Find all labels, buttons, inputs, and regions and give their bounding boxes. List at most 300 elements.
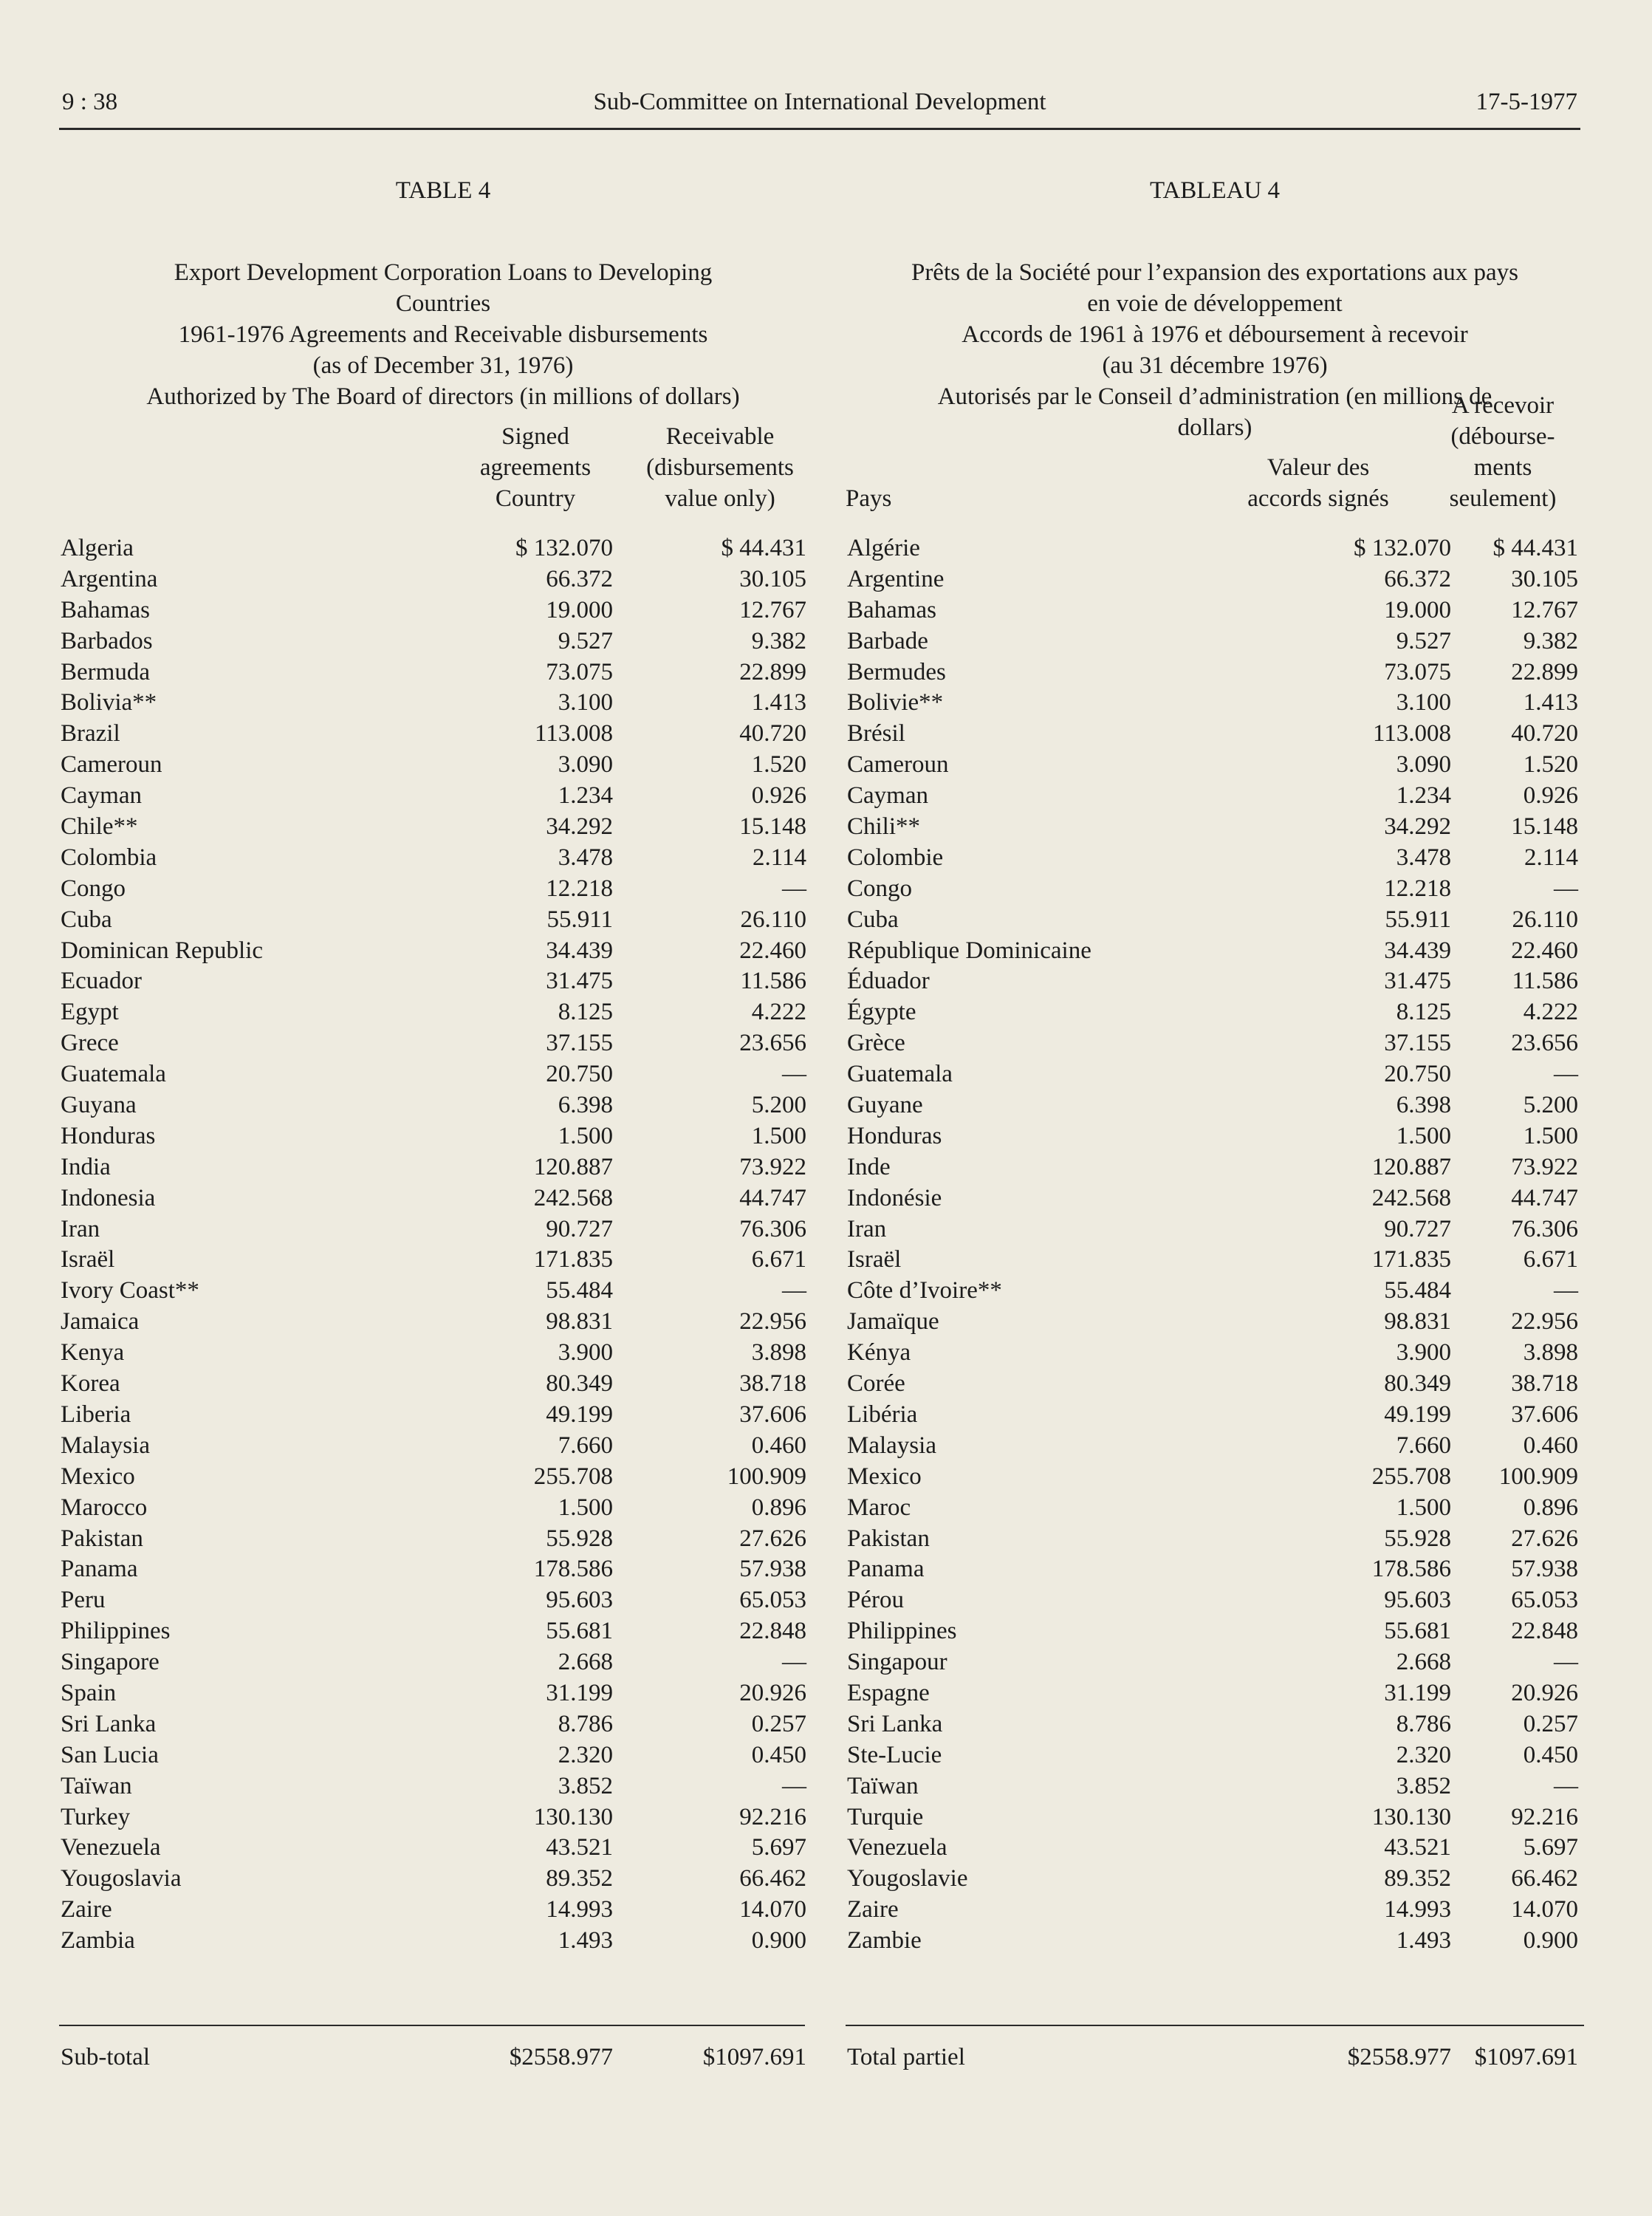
signed-cell: 12.218	[1384, 875, 1451, 902]
title-line: 1961-1976 Agreements and Receivable disbursements	[178, 321, 708, 348]
receivable-cell: 9.382	[1523, 627, 1578, 654]
country-cell: Brésil	[847, 720, 905, 748]
signed-cell: 34.292	[546, 813, 613, 841]
subtotal-row	[59, 2041, 827, 2073]
country-cell: Turquie	[847, 1803, 924, 1830]
signed-cell: 90.727	[1384, 1215, 1451, 1242]
signed-cell: 98.831	[546, 1308, 613, 1336]
receivable-cell: —	[1554, 1649, 1578, 1676]
country-cell: Iran	[847, 1215, 887, 1242]
table-row	[846, 1431, 1584, 1462]
table-row	[59, 1554, 827, 1585]
receivable-cell: 9.382	[751, 627, 806, 654]
receivable-cell: 57.938	[739, 1556, 806, 1583]
receivable-cell: 0.257	[751, 1710, 806, 1737]
receivable-cell: 38.718	[739, 1370, 806, 1398]
title-line: (au 31 décembre 1976)	[1102, 352, 1328, 379]
receivable-cell: 20.926	[739, 1679, 806, 1706]
table-row	[846, 1121, 1584, 1152]
table-row	[59, 1214, 827, 1245]
column-headers	[59, 421, 827, 533]
receivable-cell: 0.926	[1523, 782, 1578, 810]
receivable-cell: 4.222	[1523, 999, 1578, 1026]
signed-cell: 6.398	[1396, 1092, 1451, 1119]
signed-cell: 1.500	[1396, 1122, 1451, 1149]
country-cell: Guyana	[61, 1092, 137, 1119]
receivable-cell: 3.898	[751, 1339, 806, 1367]
signed-cell: 19.000	[546, 596, 613, 623]
table-row	[846, 843, 1584, 874]
receivable-cell: 0.926	[751, 782, 806, 810]
table-row	[59, 719, 827, 750]
signed-cell: 89.352	[546, 1865, 613, 1892]
country-cell: Mexico	[847, 1463, 922, 1490]
table-row	[59, 1090, 827, 1121]
table-label: TABLEAU 4	[1149, 177, 1281, 204]
subtotal-receivable: $1097.691	[1474, 2044, 1578, 2070]
signed-cell: $ 132.070	[515, 535, 613, 561]
table-row	[59, 1183, 827, 1214]
table-row	[846, 1338, 1584, 1369]
signed-cell: 37.155	[1384, 1030, 1451, 1057]
receivable-cell: 27.626	[1511, 1525, 1578, 1552]
signed-cell: 90.727	[546, 1215, 613, 1242]
country-cell: Cuba	[61, 906, 112, 933]
signed-cell: 43.521	[546, 1834, 613, 1861]
country-cell: Zambia	[61, 1927, 135, 1955]
receivable-header	[617, 421, 823, 514]
receivable-cell: 0.900	[751, 1927, 806, 1955]
signed-cell: 120.887	[1371, 1153, 1451, 1180]
receivable-cell: 22.899	[739, 658, 806, 685]
receivable-cell: 11.586	[1512, 968, 1578, 995]
table-row	[59, 595, 827, 626]
header-line: value only)	[665, 485, 775, 512]
french-table	[846, 177, 1584, 1957]
table-row	[59, 1276, 827, 1307]
receivable-cell: 22.460	[1511, 937, 1578, 964]
country-cell: Panama	[61, 1556, 138, 1583]
country-cell: Bahamas	[61, 596, 150, 623]
country-cell: République Dominicaine	[847, 937, 1091, 964]
signed-cell: 3.852	[1396, 1772, 1451, 1799]
signed-cell: 19.000	[1384, 596, 1451, 623]
country-cell: Yougoslavie	[847, 1865, 968, 1892]
table-row	[846, 1307, 1584, 1338]
receivable-cell: 0.900	[1523, 1927, 1578, 1955]
header-line: Valeur des	[1267, 454, 1370, 481]
signed-cell: 1.500	[558, 1122, 613, 1149]
table-row	[59, 1431, 827, 1462]
receivable-cell: 76.306	[1511, 1215, 1578, 1242]
country-cell: Bermuda	[61, 658, 150, 685]
table-row	[846, 1926, 1584, 1957]
receivable-cell: $ 44.431	[721, 535, 806, 561]
country-cell: Ste-Lucie	[847, 1741, 942, 1768]
country-cell: Zaire	[847, 1896, 899, 1923]
country-cell: Singapour	[847, 1649, 947, 1676]
receivable-cell: —	[1554, 1061, 1578, 1088]
country-cell: Jamaïque	[847, 1308, 939, 1336]
title-line: (as of December 31, 1976)	[312, 352, 574, 379]
subtotal-label: Sub-total	[61, 2044, 150, 2070]
title-line: en voie de développement	[1087, 290, 1343, 317]
signed-cell: 55.928	[1384, 1525, 1451, 1552]
receivable-cell: 1.520	[1523, 751, 1578, 779]
table-row	[59, 1647, 827, 1678]
table-row	[846, 595, 1584, 626]
table-row	[59, 1245, 827, 1276]
country-cell: India	[61, 1153, 111, 1180]
running-title: Sub-Committee on International Development	[593, 89, 1046, 115]
country-cell: Dominican Republic	[61, 937, 264, 964]
signed-cell: 49.199	[546, 1401, 613, 1428]
title-line: Countries	[395, 290, 491, 317]
receivable-header	[1414, 390, 1591, 514]
signed-cell: 255.708	[1371, 1463, 1451, 1490]
receivable-cell: 0.896	[1523, 1494, 1578, 1521]
english-table	[59, 177, 827, 1957]
table-row	[846, 1802, 1584, 1833]
signed-cell: 8.786	[558, 1710, 613, 1737]
table-row	[846, 1090, 1584, 1121]
table-row	[59, 688, 827, 719]
table-row	[846, 1276, 1584, 1307]
table-row	[59, 1864, 827, 1895]
signed-cell: 242.568	[1371, 1184, 1451, 1211]
table-row	[59, 905, 827, 936]
receivable-cell: —	[1554, 1277, 1578, 1304]
signed-cell: 8.125	[558, 999, 613, 1026]
country-cell: Inde	[847, 1153, 891, 1180]
receivable-cell: 2.114	[752, 844, 806, 871]
signed-cell: 12.218	[546, 875, 613, 902]
table-row	[846, 874, 1584, 905]
title-line: Export Development Corporation Loans to Developing	[174, 259, 713, 286]
country-cell: Barbados	[61, 627, 153, 654]
table-row	[59, 750, 827, 781]
receivable-cell: 2.114	[1524, 844, 1578, 871]
table-row	[59, 1802, 827, 1833]
signed-cell: 98.831	[1384, 1308, 1451, 1336]
receivable-cell: 6.671	[751, 1246, 806, 1273]
receivable-cell: 73.922	[1511, 1153, 1578, 1180]
table-row	[59, 966, 827, 997]
signed-cell: 73.075	[1384, 658, 1451, 685]
table-row	[846, 1493, 1584, 1524]
country-cell: Barbade	[847, 627, 928, 654]
signed-cell: 34.439	[1384, 937, 1451, 964]
table-row	[846, 1059, 1584, 1090]
receivable-cell: 76.306	[739, 1215, 806, 1242]
signed-cell: 43.521	[1384, 1834, 1451, 1861]
title-line: Accords de 1961 à 1976 et déboursement à recevoir	[962, 321, 1468, 348]
table-row	[59, 1152, 827, 1183]
table-row	[846, 1369, 1584, 1400]
country-cell: Ecuador	[61, 968, 142, 995]
receivable-cell: 22.460	[739, 937, 806, 964]
signed-cell: 95.603	[1384, 1587, 1451, 1614]
country-cell: Cameroun	[61, 751, 162, 779]
country-cell: Iran	[61, 1215, 100, 1242]
signed-cell: 3.478	[1396, 844, 1451, 871]
country-cell: Marocco	[61, 1494, 148, 1521]
receivable-cell: 38.718	[1511, 1370, 1578, 1398]
receivable-cell: 26.110	[1512, 906, 1578, 933]
signed-cell: 1.500	[558, 1494, 613, 1521]
country-cell: Égypte	[847, 999, 916, 1026]
country-cell: Corée	[847, 1370, 905, 1398]
receivable-cell: 44.747	[739, 1184, 806, 1211]
country-cell: Grece	[61, 1030, 119, 1057]
page-header	[59, 85, 1580, 130]
receivable-cell: 12.767	[1511, 596, 1578, 623]
signed-cell: 255.708	[533, 1463, 613, 1490]
signed-cell: 34.439	[546, 937, 613, 964]
signed-cell: 55.484	[546, 1277, 613, 1304]
receivable-cell: 66.462	[1511, 1865, 1578, 1892]
signed-cell: 1.234	[558, 782, 613, 810]
receivable-cell: 23.656	[739, 1030, 806, 1057]
table-row	[846, 688, 1584, 719]
country-cell: Sri Lanka	[847, 1710, 943, 1737]
country-cell: Israël	[61, 1246, 115, 1273]
country-cell: Korea	[61, 1370, 120, 1398]
table-row	[846, 533, 1584, 564]
signed-cell: 113.008	[534, 720, 613, 748]
country-header: Pays	[846, 485, 892, 512]
table-row	[59, 997, 827, 1028]
table-row	[59, 1833, 827, 1864]
table-row	[59, 1524, 827, 1555]
table-row	[59, 812, 827, 843]
country-cell: Cayman	[61, 782, 142, 810]
subtotal-signed: $2558.977	[509, 2044, 613, 2070]
signed-cell: 1.500	[1396, 1494, 1451, 1521]
header-line: Signed	[501, 423, 569, 450]
receivable-cell: —	[1554, 875, 1578, 902]
header-line: (débourse-	[1450, 423, 1555, 450]
country-cell: Philippines	[847, 1618, 957, 1645]
signed-cell: 3.900	[558, 1339, 613, 1367]
signed-cell: 2.320	[558, 1741, 613, 1768]
table-row	[59, 1028, 827, 1059]
receivable-cell: 5.200	[751, 1092, 806, 1119]
signed-cell: 31.199	[1384, 1679, 1451, 1706]
signed-cell: 3.090	[1396, 751, 1451, 779]
subtotal-rule	[59, 2025, 805, 2026]
receivable-cell: 92.216	[1511, 1803, 1578, 1830]
receivable-cell: 37.606	[1511, 1401, 1578, 1428]
country-cell: Bolivie**	[847, 689, 944, 717]
signed-header	[432, 421, 639, 514]
table-row	[59, 1121, 827, 1152]
table-row	[846, 626, 1584, 657]
receivable-cell: 92.216	[739, 1803, 806, 1830]
signed-cell: 3.100	[1396, 689, 1451, 717]
country-cell: Pérou	[847, 1587, 904, 1614]
header-line: ments	[1473, 454, 1532, 481]
page-number: 9 : 38	[62, 89, 118, 115]
receivable-cell: 44.747	[1511, 1184, 1578, 1211]
receivable-cell: 1.500	[1523, 1122, 1578, 1149]
table-row	[59, 564, 827, 595]
receivable-cell: 15.148	[1511, 813, 1578, 841]
country-cell: Algeria	[61, 535, 134, 561]
receivable-cell: 22.899	[1511, 658, 1578, 685]
signed-cell: 130.130	[533, 1803, 613, 1830]
receivable-cell: 57.938	[1511, 1556, 1578, 1583]
signed-cell: 3.478	[558, 844, 613, 871]
receivable-cell: 0.460	[751, 1432, 806, 1459]
country-cell: Turkey	[61, 1803, 131, 1830]
country-cell: Malaysia	[61, 1432, 150, 1459]
country-cell: Argentina	[61, 565, 158, 592]
title-line: Authorized by The Board of directors (in millions of dollars)	[146, 383, 740, 410]
subtotal-rule	[846, 2025, 1584, 2026]
country-cell: Indonesia	[61, 1184, 156, 1211]
table-row	[59, 874, 827, 905]
signed-cell: 55.911	[546, 906, 613, 933]
country-cell: San Lucia	[61, 1741, 159, 1768]
receivable-cell: 22.848	[739, 1618, 806, 1645]
table-row	[846, 1152, 1584, 1183]
signed-cell: 95.603	[546, 1587, 613, 1614]
country-cell: Kenya	[61, 1339, 125, 1367]
country-cell: Venezuela	[61, 1834, 161, 1861]
signed-header	[1215, 452, 1422, 514]
signed-cell: 2.668	[1396, 1649, 1451, 1676]
signed-cell: 178.586	[533, 1556, 613, 1583]
signed-cell: 2.320	[1396, 1741, 1451, 1768]
table-row	[59, 1059, 827, 1090]
receivable-cell: 11.586	[740, 968, 806, 995]
signed-cell: 37.155	[546, 1030, 613, 1057]
country-cell: Libéria	[847, 1401, 918, 1428]
country-cell: Panama	[847, 1556, 925, 1583]
country-cell: Taïwan	[61, 1772, 132, 1799]
receivable-cell: 5.697	[751, 1834, 806, 1861]
country-cell: Bolivia**	[61, 689, 157, 717]
signed-cell: 1.234	[1396, 782, 1451, 810]
header-line: A recevoir	[1451, 392, 1555, 419]
receivable-cell: 26.110	[740, 906, 806, 933]
table-row	[59, 1678, 827, 1709]
table-row	[59, 781, 827, 812]
receivable-cell: 5.200	[1523, 1092, 1578, 1119]
signed-cell: 31.475	[546, 968, 613, 995]
country-cell: Guatemala	[847, 1061, 953, 1088]
receivable-cell: $ 44.431	[1492, 535, 1578, 561]
receivable-cell: 22.848	[1511, 1618, 1578, 1645]
table-row	[846, 997, 1584, 1028]
signed-cell: 14.993	[546, 1896, 613, 1923]
country-cell: Liberia	[61, 1401, 131, 1428]
table-row	[59, 1616, 827, 1647]
signed-cell: 55.484	[1384, 1277, 1451, 1304]
receivable-cell: 73.922	[739, 1153, 806, 1180]
table-row	[846, 564, 1584, 595]
receivable-cell: 14.070	[739, 1896, 806, 1923]
table-row	[846, 1616, 1584, 1647]
table-title	[59, 257, 827, 412]
country-cell: Taïwan	[847, 1772, 919, 1799]
signed-cell: 34.292	[1384, 813, 1451, 841]
signed-cell: 73.075	[546, 658, 613, 685]
country-cell: Venezuela	[847, 1834, 947, 1861]
signed-cell: 7.660	[1396, 1432, 1451, 1459]
table-row	[59, 1585, 827, 1616]
receivable-cell: 37.606	[739, 1401, 806, 1428]
country-cell: Maroc	[847, 1494, 911, 1521]
header-line: seulement)	[1449, 485, 1557, 512]
country-cell: Côte d’Ivoire**	[847, 1277, 1002, 1304]
country-cell: Espagne	[847, 1679, 930, 1706]
table-row	[59, 1926, 827, 1957]
table-row	[846, 1462, 1584, 1493]
table-row	[59, 936, 827, 967]
table-row	[846, 1245, 1584, 1276]
table-row	[59, 533, 827, 564]
receivable-cell: 15.148	[739, 813, 806, 841]
country-cell: Chile**	[61, 813, 138, 841]
receivable-cell: 30.105	[1511, 565, 1578, 592]
table-body	[59, 533, 827, 1957]
receivable-cell: 23.656	[1511, 1030, 1578, 1057]
signed-cell: 80.349	[1384, 1370, 1451, 1398]
signed-cell: 3.852	[558, 1772, 613, 1799]
country-cell: Algérie	[847, 535, 920, 561]
country-cell: Guyane	[847, 1092, 923, 1119]
subtotal-label: Total partiel	[847, 2044, 965, 2070]
signed-cell: 66.372	[546, 565, 613, 592]
signed-cell: 3.100	[558, 689, 613, 717]
country-cell: Cuba	[847, 906, 899, 933]
signed-cell: 9.527	[558, 627, 613, 654]
signed-cell: 171.835	[1371, 1246, 1451, 1273]
signed-cell: 55.681	[546, 1618, 613, 1645]
receivable-cell: 4.222	[751, 999, 806, 1026]
country-cell: Honduras	[847, 1122, 942, 1149]
table-row	[846, 1585, 1584, 1616]
country-cell: Colombie	[847, 844, 944, 871]
table-row	[59, 1740, 827, 1771]
country-cell: Singapore	[61, 1649, 160, 1676]
signed-cell: 7.660	[558, 1432, 613, 1459]
table-row	[846, 719, 1584, 750]
receivable-cell: 3.898	[1523, 1339, 1578, 1367]
signed-cell: 171.835	[533, 1246, 613, 1273]
signed-cell: 242.568	[533, 1184, 613, 1211]
receivable-cell: 5.697	[1523, 1834, 1578, 1861]
signed-cell: 120.887	[533, 1153, 613, 1180]
signed-cell: 55.911	[1385, 906, 1451, 933]
signed-cell: 31.475	[1384, 968, 1451, 995]
country-cell: Zaire	[61, 1896, 112, 1923]
header-line: Receivable	[665, 423, 775, 450]
country-cell: Spain	[61, 1679, 117, 1706]
receivable-cell: 14.070	[1511, 1896, 1578, 1923]
receivable-cell: 100.909	[1498, 1463, 1578, 1490]
table-row	[846, 812, 1584, 843]
table-row	[846, 1709, 1584, 1740]
receivable-cell: 20.926	[1511, 1679, 1578, 1706]
table-row	[846, 905, 1584, 936]
country-cell: Guatemala	[61, 1061, 166, 1088]
receivable-cell: 0.450	[751, 1741, 806, 1768]
receivable-cell: —	[782, 1649, 806, 1676]
table-row	[59, 1307, 827, 1338]
